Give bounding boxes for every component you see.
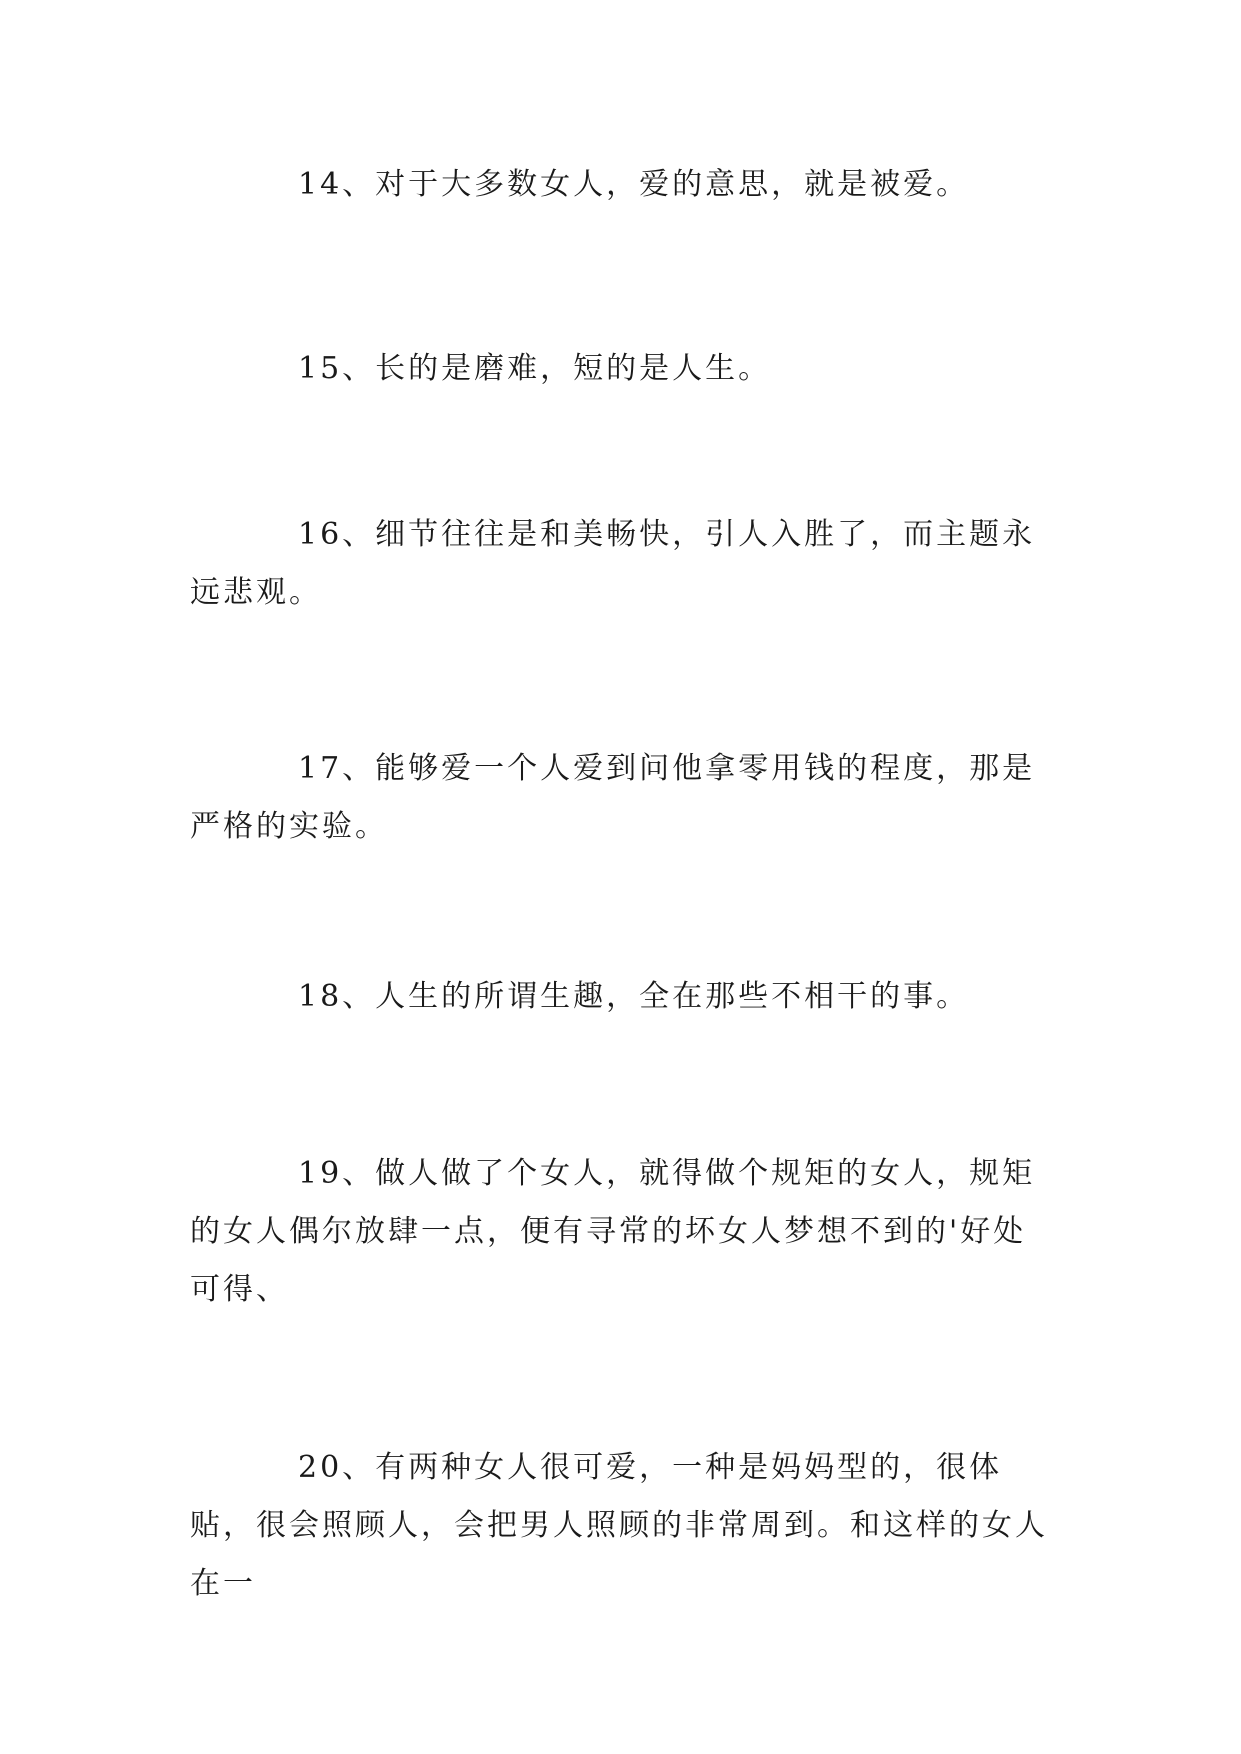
quote-paragraph-17: 17、能够爱一个人爱到问他拿零用钱的程度，那是严格的实验。 xyxy=(190,751,1036,844)
quote-paragraph-20: 20、有两种女人很可爱，一种是妈妈型的，很体贴，很会照顾人，会把男人照顾的非常周到。和这样的女人在一 xyxy=(190,1450,1048,1601)
quote-paragraph-18: 18、人生的所谓生趣，全在那些不相干的事。 xyxy=(298,979,970,1014)
quote-paragraph-19: 19、做人做了个女人，就得做个规矩的女人，规矩的女人偶尔放肆一点，便有寻常的坏女人梦想不到的'好处可得、 xyxy=(190,1156,1036,1307)
quote-paragraph-15: 15、长的是磨难，短的是人生。 xyxy=(298,351,772,386)
quote-paragraph-14: 14、对于大多数女人，爱的意思，就是被爱。 xyxy=(298,167,970,202)
quote-paragraph-16: 16、细节往往是和美畅快，引人入胜了，而主题永远悲观。 xyxy=(190,517,1036,610)
